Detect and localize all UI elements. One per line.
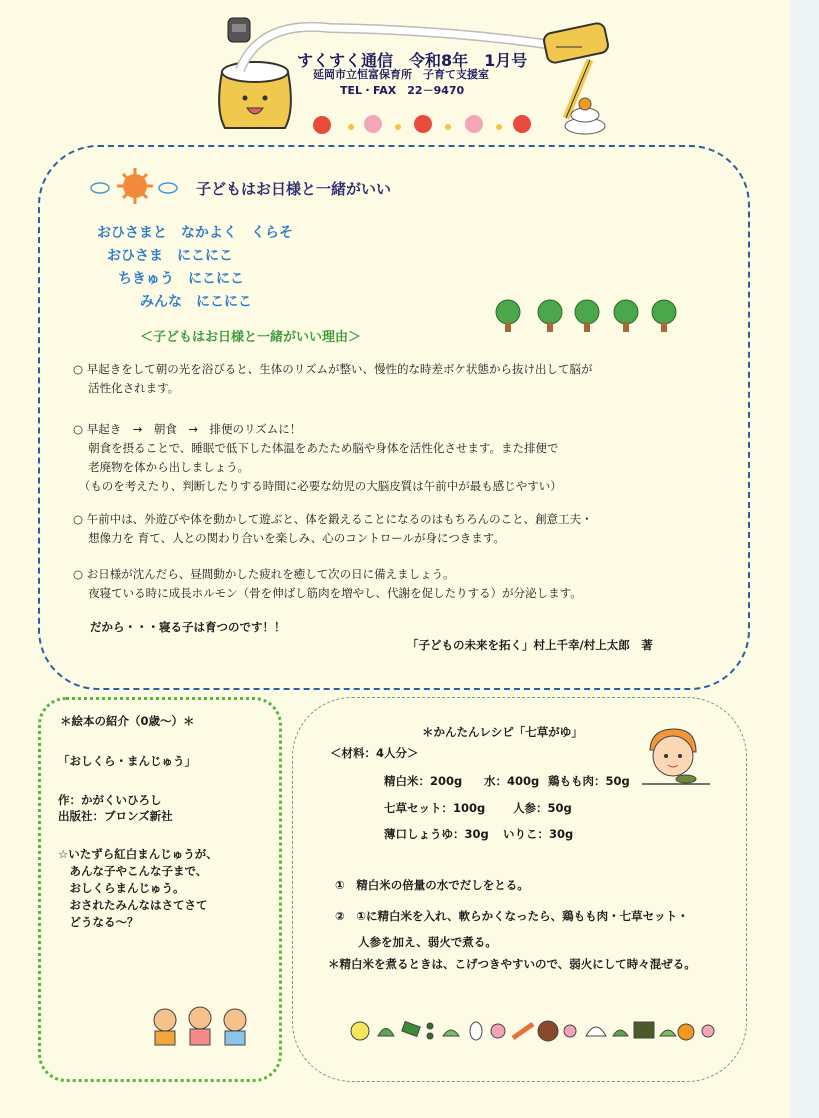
book-description: [58, 846, 218, 931]
materials-label: ＜材料：4人分＞: [330, 746, 419, 760]
text-line: ② ①に精白米を入れ、軟らかくなったら、鶏もも肉・七草セット・: [335, 909, 689, 923]
text-line: あんな子やこんな子まで、: [58, 864, 208, 878]
ingredient-carrot: 人参：50g: [513, 801, 572, 815]
text-line: ○ 早起き → 朝食 → 排便のリズムに！: [73, 422, 302, 436]
pot-icon: [228, 18, 250, 42]
poem-line: おひさまと なかよく くらそ: [97, 225, 293, 241]
trees-icon: [490, 298, 700, 338]
text-line: ○ 早起きをして朝の光を浴びると、生体のリズムが整い、慢性的な時差ボケ状態から抜け出して脳が: [73, 362, 593, 376]
book-author: 作：かがくいひろし: [58, 793, 162, 807]
text-line: ○ 午前中は、外遊びや体を動かして遊ぶと、体を鍛えることになるのはもちろんのこと、創意工夫・: [73, 512, 593, 526]
reason-heading: ＜子どもはお日様と一緒がいい理由＞: [140, 330, 362, 345]
text-line: 活性化されます。: [73, 381, 180, 395]
recipe-note: ＊精白米を煮るときは、こげつきやすいので、弱火にして時々混ぜる。: [328, 957, 696, 971]
paragraph-3: [73, 510, 593, 548]
paragraph-2: [73, 420, 562, 496]
text-line: おしくらまんじゅう。: [58, 881, 185, 895]
ingredient-water: 水：400g: [484, 774, 540, 788]
source-citation: 「子どもの未来を拓く」村上千幸/村上太郎 著: [407, 638, 653, 652]
newsletter-org: 延岡市立恒富保育所 子育て支援室: [313, 68, 489, 81]
vegetables-row-icon: [348, 1016, 718, 1046]
paragraph-1: [73, 360, 592, 398]
text-line: 朝食を摂ることで、睡眠で低下した体温をあたため脳や身体を活性化させます。また排便で: [73, 441, 559, 455]
text-line: おされたみんなはさてさて: [58, 898, 208, 912]
children-icon: [150, 1005, 260, 1050]
text-line: 想像力を 育て、人との関わり合いを楽しみ、心のコントロールが身につきます。: [73, 531, 505, 545]
ingredient-rice: 精白米：200g: [384, 774, 463, 788]
poem-line: みんな にこにこ: [140, 294, 252, 310]
book-publisher: 出版社：ブロンズ新社: [58, 809, 173, 823]
page-margin: [790, 0, 819, 1118]
text-line: ☆いたずら紅白まんじゅうが、: [58, 847, 218, 861]
recipe-heading: ＊かんたんレシピ「七草がゆ」: [422, 725, 583, 739]
ingredient-nanakusa: 七草セット：100g: [384, 801, 486, 815]
book-heading: ＊絵本の紹介（0歳～）＊: [60, 714, 195, 728]
text-line: 夜寝ている時に成長ホルモン（骨を伸ばし筋肉を増やし、代謝を促したりする）が分泌します。: [73, 586, 582, 600]
child-eating-icon: [636, 724, 716, 794]
poem-line: ちきゅう にこにこ: [118, 271, 244, 287]
poem-line: おひさま にこにこ: [107, 248, 233, 264]
text-line: （ものを考えたり、判断したりする時間に必要な幼児の大脳皮質は午前中が最も感じやすい）: [73, 479, 562, 493]
mortar-icon: [219, 62, 291, 128]
text-line: 人参を加え、弱火で煮る。: [335, 935, 497, 949]
ingredient-chicken: 鶏もも肉：50g: [548, 774, 630, 788]
ingredient-soy-sauce: 薄口しょうゆ：30g: [384, 827, 489, 841]
newsletter-title: すくすく通信 令和8年 1月号: [297, 51, 528, 70]
recipe-step-2: [335, 903, 689, 955]
text-line: ○ お日様が沈んだら、昼間動かした疲れを癒して次の日に備えましょう。: [73, 567, 455, 581]
sun-icon: [88, 166, 188, 206]
article-heading: 子どもはお日様と一緒がいい: [196, 180, 392, 198]
conclusion: だから・・・寝る子は育つのです！！: [90, 620, 286, 634]
recipe-step-1: ① 精白米の倍量の水でだしをとる。: [335, 878, 529, 892]
mallet-icon: [543, 22, 610, 118]
flowers-row-icon: [313, 115, 531, 134]
text-line: どうなる～？: [58, 915, 139, 929]
paragraph-4: [73, 565, 582, 603]
ingredient-iriko: いりこ：30g: [503, 827, 574, 841]
book-title: 「おしくら・まんじゅう」: [58, 754, 196, 768]
text-line: 老廃物を体から出しましょう。: [73, 460, 250, 474]
newsletter-tel: TEL・FAX 22－9470: [340, 84, 465, 97]
